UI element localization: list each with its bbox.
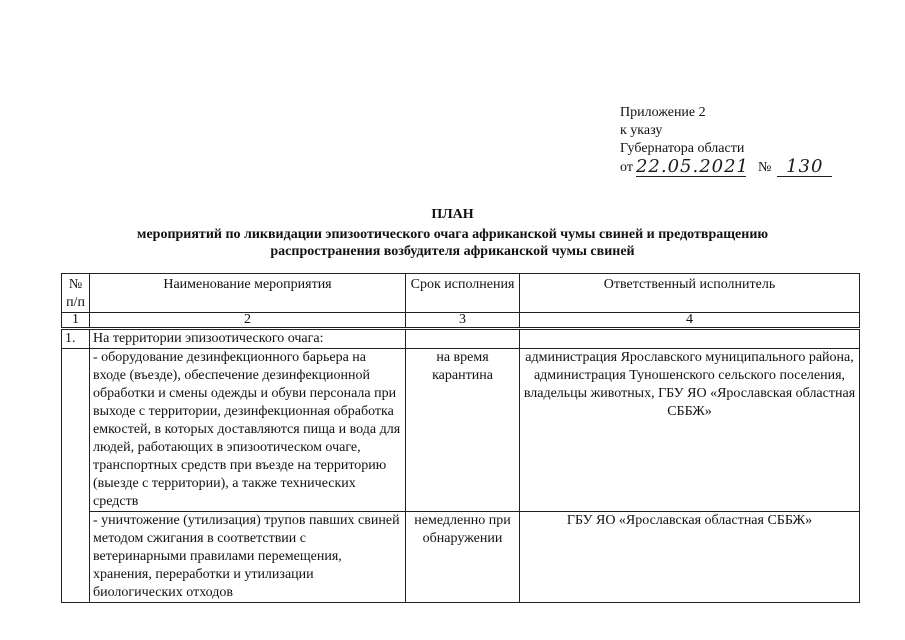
header-name: Наименование мероприятия [90, 274, 406, 313]
appendix-line-3: Губернатора области [620, 141, 745, 156]
appendix-block [620, 104, 832, 177]
appendix-line-2: к указу [620, 123, 663, 138]
header-term: Срок исполнения [406, 274, 520, 313]
appendix-date-number-line [620, 158, 832, 177]
number-prefix: № [757, 160, 772, 175]
document-subtitle-line-1: мероприятий по ликвидации эпизоотического очага африканской чумы свиней и предотвращению [136, 227, 769, 242]
handwritten-date: 22.05.2021 [635, 156, 749, 177]
column-number-1: 1 [62, 313, 90, 329]
measure-responsible: администрация Ярославского муниципального района, администрация Туношенского сельского поселения, владельцы животных, ГБУ ЯО «Ярославская областная СББЖ» [520, 349, 860, 512]
measure-term: на время карантина [406, 349, 520, 512]
measure-name: - уничтожение (утилизация) трупов павших свиней методом сжигания в соответствии с ветеринарными правилами перемещения, хранения, переработки и утилизации биологических отходов [90, 512, 406, 603]
measure-term: немедленно при обнаружении [406, 512, 520, 603]
document-subtitle-line-2: распространения возбудителя африканской чумы свиней [270, 244, 635, 259]
measure-name: - оборудование дезинфекционного барьера на входе (въезде), обеспечение дезинфекционной обработки и смены одежды и обуви персонала при выходе с территории, дезинфекционная обработка емкостей, в которых доставляются пища и вода для людей, работающих в эпизоотическом очаге, транспортных средств при въезде на территорию (выезде с территории), а также технических средств [90, 349, 406, 512]
header-responsible: Ответственный исполнитель [520, 274, 860, 313]
row-number: 1. [62, 329, 90, 349]
measure-responsible: ГБУ ЯО «Ярославская областная СББЖ» [520, 512, 860, 603]
appendix-line-1: Приложение 2 [620, 105, 706, 120]
column-number-3: 3 [406, 313, 520, 329]
date-prefix: от [620, 160, 633, 175]
column-number-4: 4 [520, 313, 860, 329]
handwritten-number: 130 [777, 158, 832, 177]
table-row [62, 329, 860, 349]
section-heading: На территории эпизоотического очага: [90, 329, 406, 349]
table-row [62, 512, 860, 603]
table-header-row [62, 274, 860, 313]
column-number-2: 2 [90, 313, 406, 329]
table-row [62, 349, 860, 512]
column-number-row [62, 313, 860, 329]
plan-table [61, 273, 860, 603]
document-title: ПЛАН [431, 207, 474, 222]
header-num: № п/п [62, 274, 90, 313]
